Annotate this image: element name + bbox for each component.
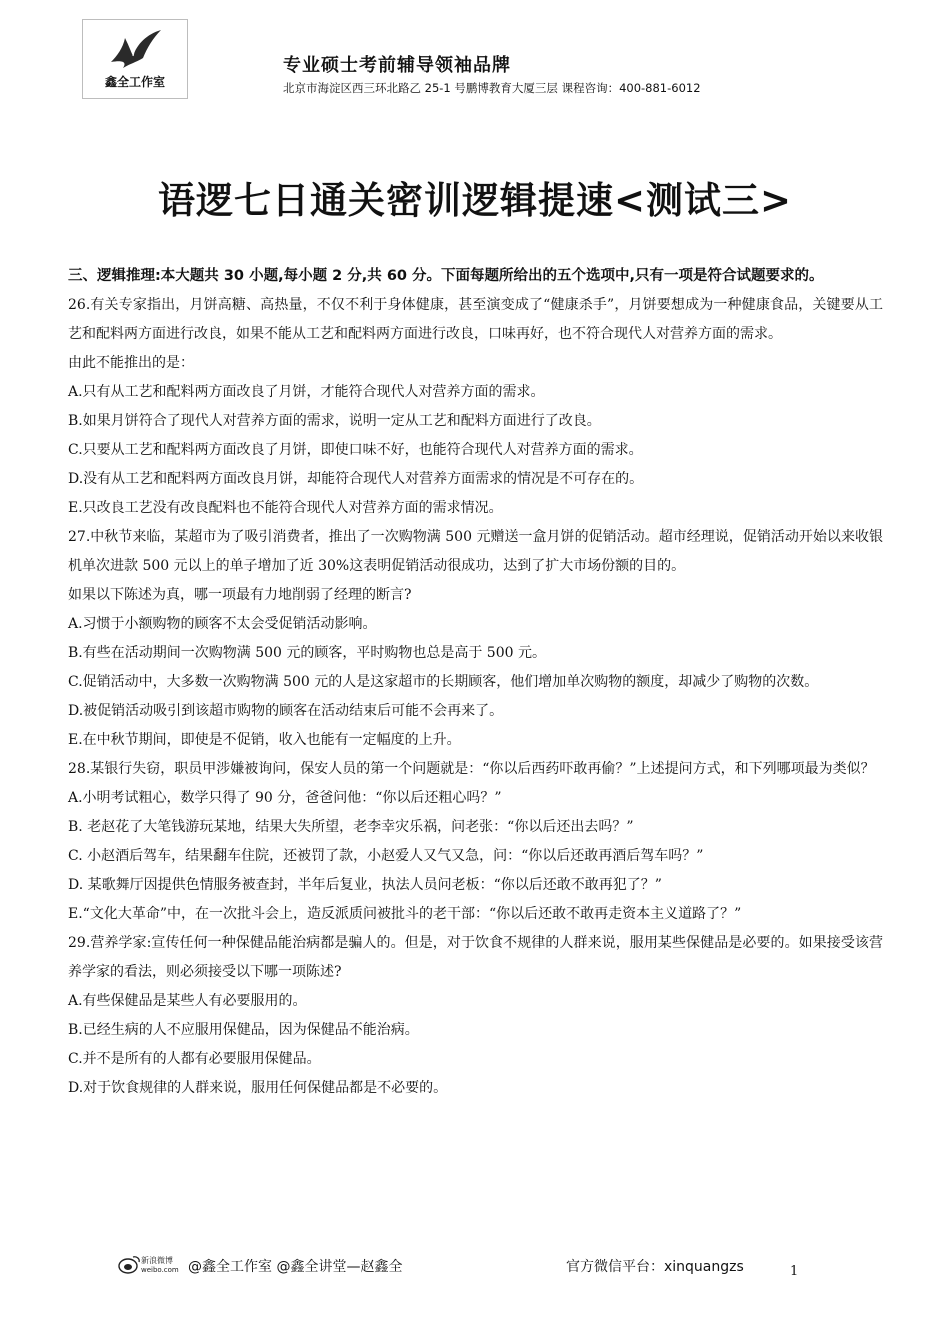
option-b: B.如果月饼符合了现代人对营养方面的需求，说明一定从工艺和配料方面进行了改良。 <box>68 413 601 429</box>
dove-icon <box>103 26 167 70</box>
question-29 <box>68 929 883 1103</box>
option-c: C. 小赵酒后驾车，结果翻车住院，还被罚了款，小赵爱人又气又急，问：“你以后还敢再酒后驾车吗？” <box>68 848 704 864</box>
option-d: D.没有从工艺和配料两方面改良月饼，却能符合现代人对营养方面需求的情况是不可存在的。 <box>68 471 644 487</box>
option-b: B. 老赵花了大笔钱游玩某地，结果大失所望，老李幸灾乐祸，问老张：“你以后还出去吗？” <box>68 819 634 835</box>
option-d: D.被促销活动吸引到该超市购物的顾客在活动结束后可能不会再来了。 <box>68 703 504 719</box>
weibo-icon <box>118 1253 180 1275</box>
option-b: B.有些在活动期间一次购物满 500 元的顾客，平时购物也总是高于 500 元。 <box>68 645 546 661</box>
option-b: B.已经生病的人不应服用保健品，因为保健品不能治病。 <box>68 1022 419 1038</box>
section-heading: 三、逻辑推理:本大题共 30 小题,每小题 2 分,共 60 分。下面每题所给出的五个选项中,只有一项是符合试题要求的。 <box>68 268 824 284</box>
question-stem: 28.某银行失窃，职员甲涉嫌被询问，保安人员的第一个问题就是：“你以后西药吓敢再偷？”上述提问方式，和下列哪项最为类似？ <box>68 761 875 777</box>
option-c: C.只要从工艺和配料两方面改良了月饼，即使口味不好，也能符合现代人对营养方面的需求。 <box>68 442 643 458</box>
option-e: E.只改良工艺没有改良配料也不能符合现代人对营养方面的需求情况。 <box>68 500 503 516</box>
weibo-handles: @鑫全工作室 @鑫全讲堂—赵鑫全 <box>188 1259 403 1275</box>
option-c: C.促销活动中，大多数一次购物满 500 元的人是这家超市的长期顾客，他们增加单次购物的额度，却减少了购物的次数。 <box>68 674 819 690</box>
weibo-logo-text: 新浪微博 <box>141 1256 173 1265</box>
logo-text: 鑫全工作室 <box>104 75 165 89</box>
option-d: D. 某歌舞厅因提供色情服务被查封，半年后复业，执法人员问老板：“你以后还敢不敢再犯了？” <box>68 877 662 893</box>
studio-logo <box>82 19 188 99</box>
option-a: A.只有从工艺和配料两方面改良了月饼，才能符合现代人对营养方面的需求。 <box>68 384 545 400</box>
page-number: 1 <box>790 1264 799 1279</box>
address-line: 北京市海淀区西三环北路乙 25-1 号鹏博教育大厦三层 课程咨询：400-881-6012 <box>283 81 701 95</box>
option-e: E.“文化大革命”中，在一次批斗会上，造反派质问被批斗的老干部：“你以后还敢不敢再走资本主义道路了？” <box>68 906 742 922</box>
weibo-logo-sub: weibo.com <box>141 1266 179 1274</box>
question-26 <box>68 291 883 523</box>
question-stem: 27.中秋节来临，某超市为了吸引消费者，推出了一次购物满 500 元赠送一盒月饼的促销活动。超市经理说，促销活动开始以来收银机单次进款 500 元以上的单子增加了近 30%这表明促销活动很成功，达到了扩大市场份额的目的。 <box>68 529 883 574</box>
question-prompt: 如果以下陈述为真，哪一项最有力地削弱了经理的断言? <box>68 587 412 603</box>
page-title: 语逻七日通关密训逻辑提速<测试三> <box>157 179 792 222</box>
option-e: E.在中秋节期间，即使是不促销，收入也能有一定幅度的上升。 <box>68 732 461 748</box>
option-a: A.小明考试粗心，数学只得了 90 分，爸爸问他：“你以后还粗心吗？” <box>68 790 502 806</box>
wechat-account: 官方微信平台：xinquangzs <box>566 1259 744 1275</box>
page-footer <box>118 1253 838 1279</box>
brand-slogan: 专业硕士考前辅导领袖品牌 <box>283 55 511 76</box>
question-stem: 29.营养学家:宣传任何一种保健品能治病都是骗人的。但是，对于饮食不规律的人群来说，服用某些保健品是必要的。如果接受该营养学家的看法，则必须接受以下哪一项陈述? <box>68 935 883 980</box>
option-a: A.有些保健品是某些人有必要服用的。 <box>68 993 307 1009</box>
option-d: D.对于饮食规律的人群来说，服用任何保健品都是不必要的。 <box>68 1080 448 1096</box>
option-c: C.并不是所有的人都有必要服用保健品。 <box>68 1051 321 1067</box>
question-stem: 26.有关专家指出，月饼高糖、高热量，不仅不利于身体健康，甚至演变成了“健康杀手”，月饼要想成为一种健康食品，关键要从工艺和配料两方面进行改良，如果不能从工艺和配料两方面进行改良，口味再好，也不符合现代人对营养方面的需求。 <box>68 297 883 342</box>
document-body <box>68 262 883 1103</box>
question-28 <box>68 755 883 929</box>
question-27 <box>68 523 883 755</box>
question-prompt: 由此不能推出的是： <box>68 355 194 371</box>
option-a: A.习惯于小额购物的顾客不太会受促销活动影响。 <box>68 616 377 632</box>
